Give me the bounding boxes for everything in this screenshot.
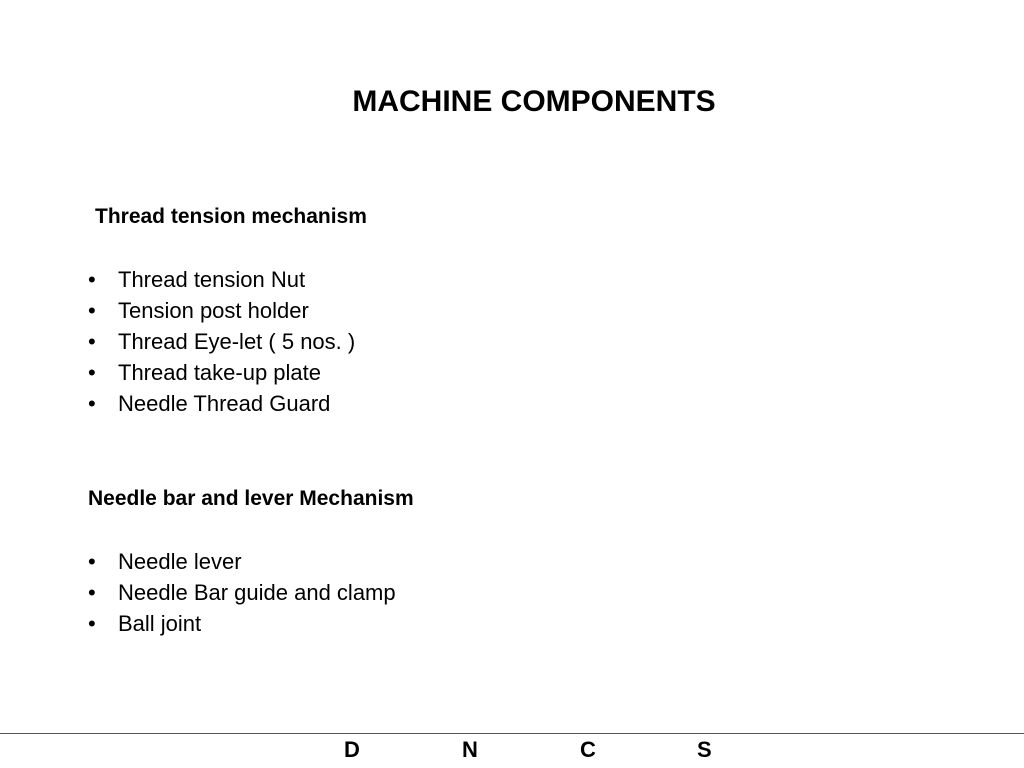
- page-title: MACHINE COMPONENTS: [352, 85, 716, 118]
- list-item: [88, 295, 355, 326]
- footer-letter: C: [580, 737, 596, 762]
- list-item: [88, 577, 396, 608]
- footer-letter: S: [697, 737, 712, 762]
- list-item: [88, 608, 396, 639]
- list-item-text: Needle lever: [118, 549, 242, 574]
- list-item-text: Needle Thread Guard: [118, 391, 331, 416]
- list-item-text: Thread Eye-let ( 5 nos. ): [118, 329, 356, 354]
- bullet-icon: •: [88, 580, 96, 605]
- list-item: [88, 388, 355, 419]
- footer-divider: [0, 733, 1024, 734]
- list-item-text: Tension post holder: [118, 298, 309, 323]
- thread-tension-list: [88, 264, 355, 419]
- list-item-text: Thread take-up plate: [118, 360, 322, 385]
- section-heading-thread-tension: Thread tension mechanism: [95, 205, 367, 228]
- footer-letter: D: [344, 737, 360, 762]
- bullet-icon: •: [88, 298, 96, 323]
- list-item-text: Thread tension Nut: [118, 267, 306, 292]
- bullet-icon: •: [88, 391, 96, 416]
- needle-bar-list: [88, 546, 396, 639]
- bullet-icon: •: [88, 360, 96, 385]
- bullet-icon: •: [88, 549, 96, 574]
- bullet-icon: •: [88, 267, 96, 292]
- list-item-text: Needle Bar guide and clamp: [118, 580, 396, 605]
- list-item-text: Ball joint: [118, 611, 202, 636]
- list-item: [88, 357, 355, 388]
- bullet-icon: •: [88, 611, 96, 636]
- list-item: [88, 546, 396, 577]
- list-item: [88, 326, 355, 357]
- bullet-icon: •: [88, 329, 96, 354]
- footer: [0, 737, 1024, 765]
- list-item: [88, 264, 355, 295]
- footer-letter: N: [462, 737, 478, 762]
- section-heading-needle-bar: Needle bar and lever Mechanism: [88, 487, 414, 510]
